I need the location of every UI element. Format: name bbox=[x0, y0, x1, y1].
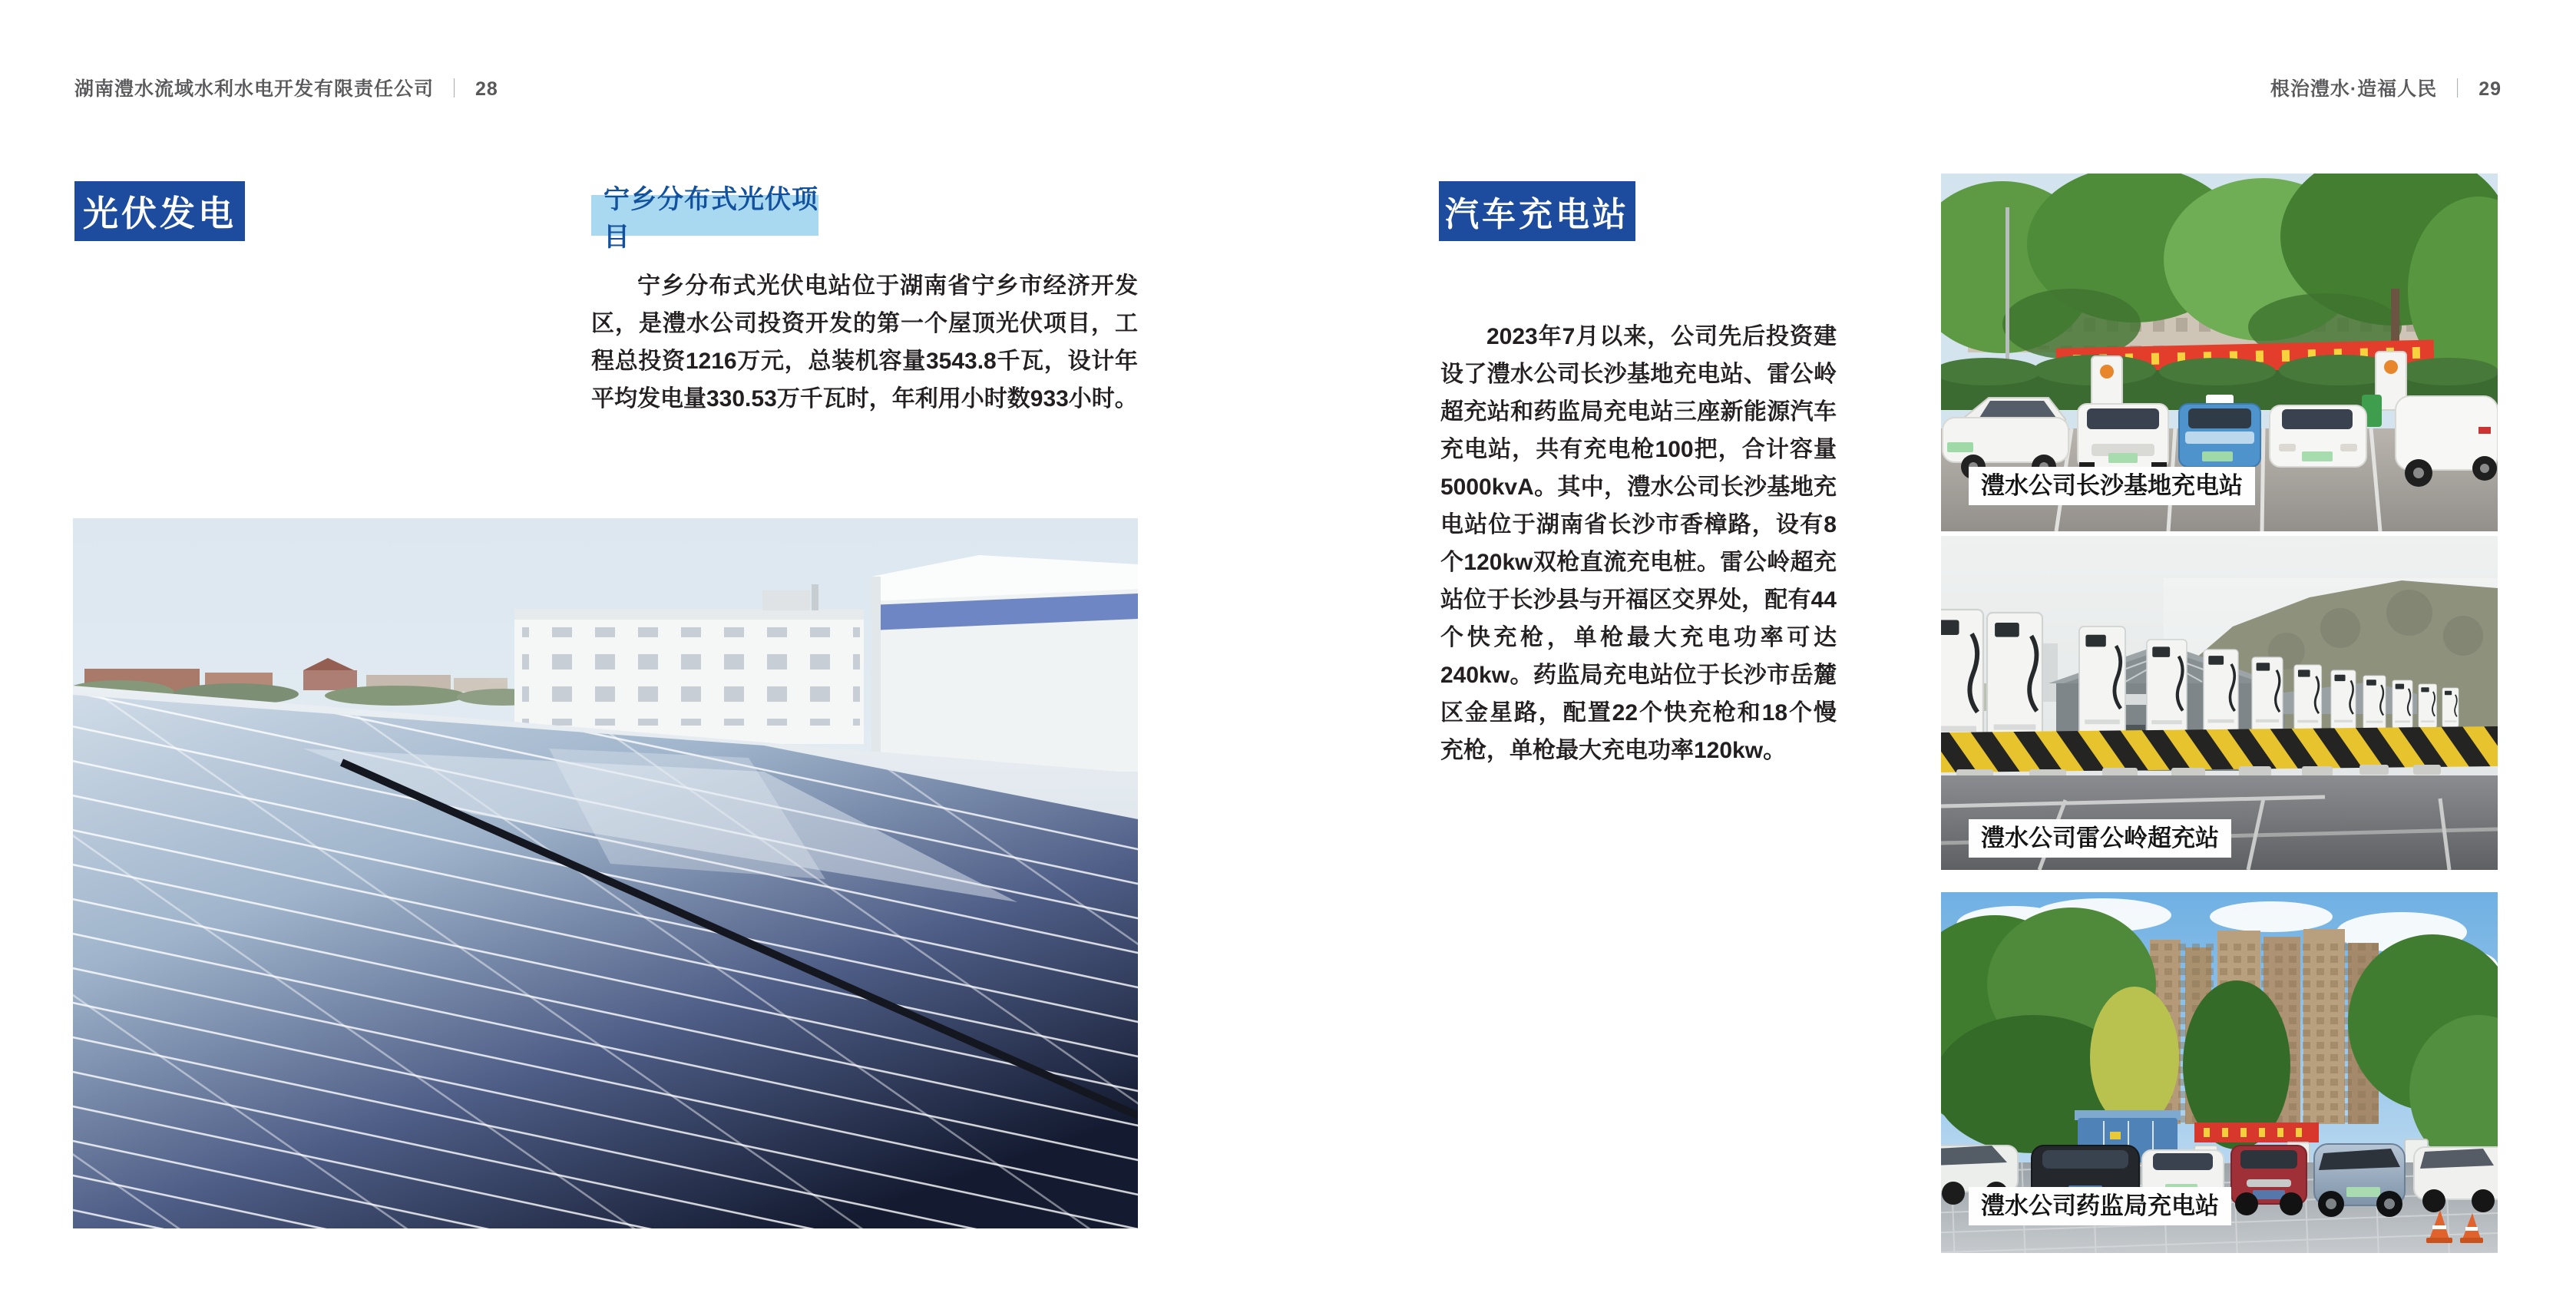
blue-taxi-front bbox=[2179, 395, 2260, 467]
photo-caption: 澧水公司雷公岭超充站 bbox=[1969, 819, 2231, 858]
white-sedan-front bbox=[2270, 405, 2366, 467]
page-number-left: 28 bbox=[475, 78, 498, 100]
silver-blue-fastback bbox=[2314, 1144, 2405, 1217]
header-divider: ｜ bbox=[2448, 78, 2469, 100]
section-title-photovoltaic: 光伏发电 bbox=[74, 181, 245, 241]
solar-photo-art bbox=[73, 518, 1138, 1228]
page-number-right: 29 bbox=[2478, 78, 2502, 100]
paragraph-ev-stations: 2023年7月以来，公司先后投资建设了澧水公司长沙基地充电站、雷公岭超充站和药监局充电站三座新能源汽车充电站，共有充电枪100把，合计容量5000kvA。其中，澧水公司长沙基地充电站位于湖南省长沙市香樟路，设有8个120kw双枪直流充电桩。雷公岭超充站位于长沙县与开福区交界处，配有44个快充枪，单枪最大充电功率可达240kw。药监局充电站位于长沙市岳麓区金星路，配置22个快充枪和18个慢充枪，单枪最大充电功率120kw。 bbox=[1440, 324, 1837, 763]
white-suv-front bbox=[2078, 404, 2168, 470]
photo-caption: 澧水公司药监局充电站 bbox=[1969, 1187, 2231, 1225]
photo-rooftop-solar-panels bbox=[73, 518, 1138, 1228]
red-banner bbox=[2194, 1122, 2319, 1142]
header-divider: ｜ bbox=[445, 78, 465, 100]
warehouse-blue-stripe bbox=[871, 555, 1138, 772]
subsection-ningxiang-pv-project: 宁乡分布式光伏项目 bbox=[591, 195, 818, 236]
slogan: 根治澧水·造福人民 bbox=[2270, 78, 2438, 100]
header-left bbox=[74, 74, 498, 101]
photo-leigongling-station bbox=[1941, 536, 2498, 870]
section-title-ev-charging: 汽车充电站 bbox=[1439, 181, 1635, 241]
photo-changsha-base-station bbox=[1941, 174, 2498, 531]
paragraph-pv-project: 宁乡分布式光伏电站位于湖南省宁乡市经济开发区，是澧水公司投资开发的第一个屋顶光伏项目，工程总投资1216万元，总装机容量3543.8千瓦，设计年平均发电量330.53万千瓦时，年利用小时数933小时。 bbox=[591, 273, 1138, 412]
photo-caption: 澧水公司长沙基地充电站 bbox=[1969, 467, 2255, 505]
company-name: 湖南澧水流域水利水电开发有限责任公司 bbox=[74, 78, 435, 100]
header-right bbox=[2270, 74, 2502, 101]
photo-yaojianju-station bbox=[1941, 892, 2498, 1253]
